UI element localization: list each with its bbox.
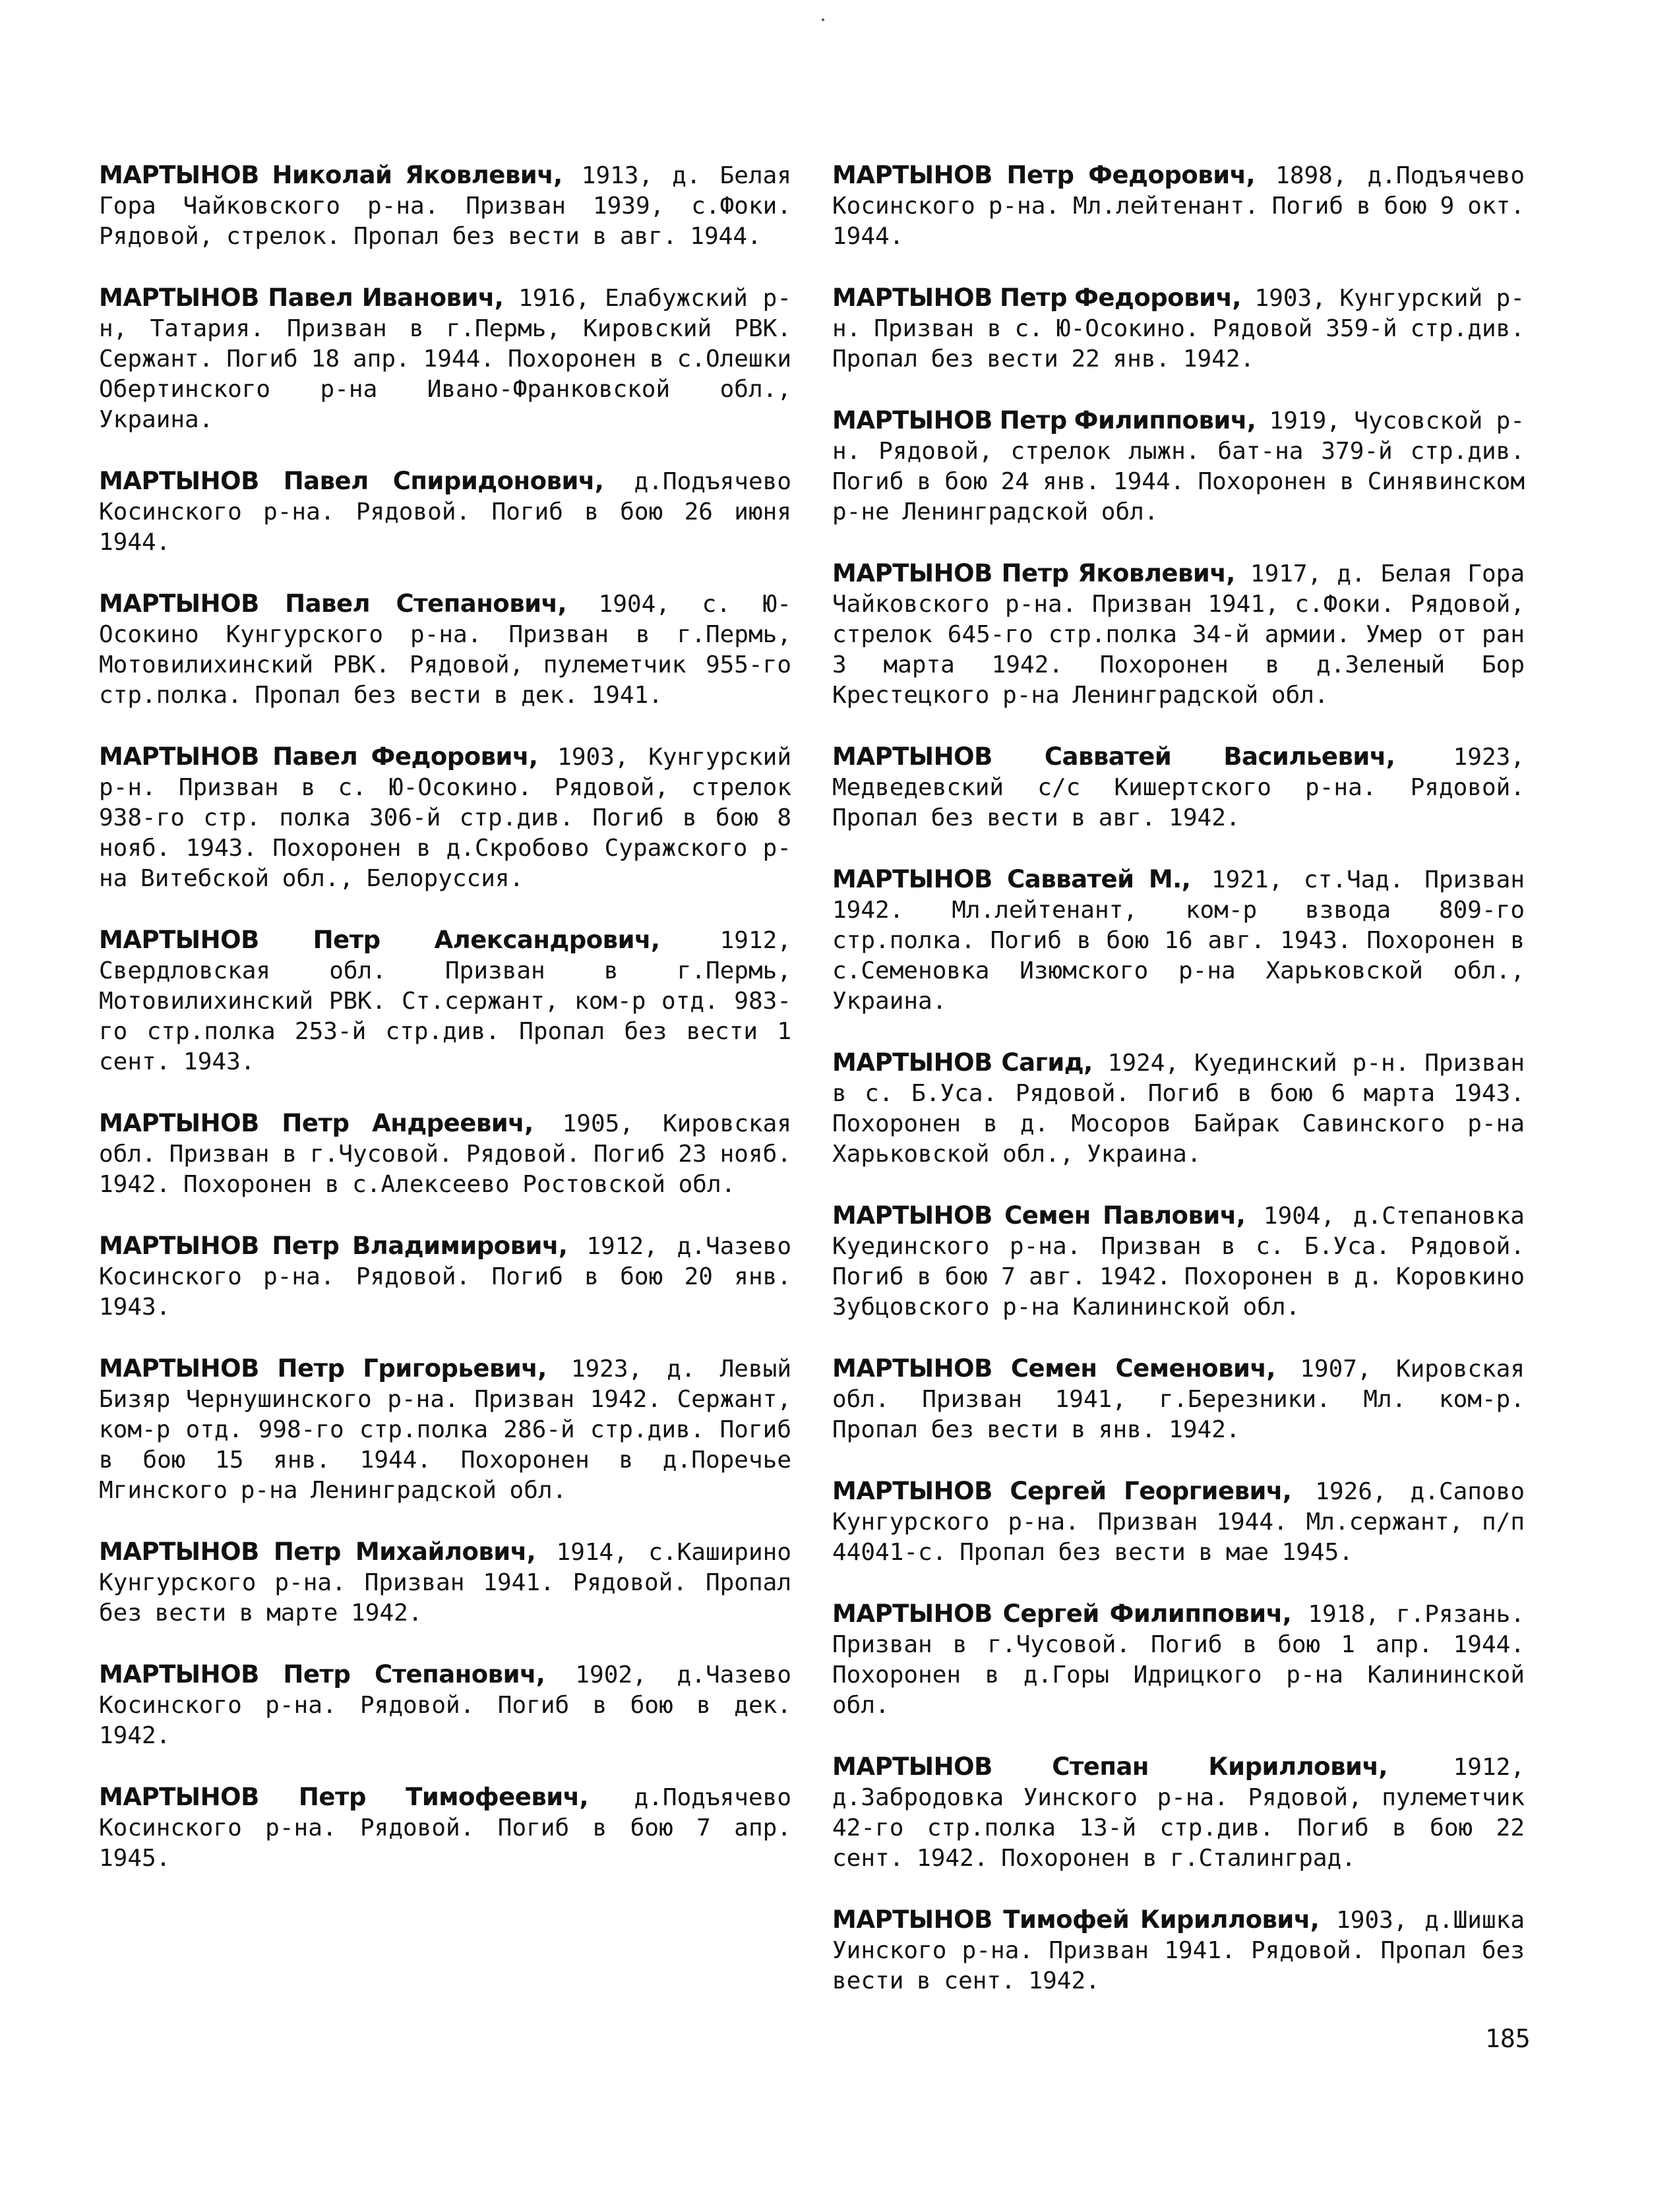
entry-martynov-petr-timofeevich	[99, 1782, 791, 1874]
entry-martynov-petr-mikhailovich	[99, 1537, 791, 1629]
entry-text: 1903, д.Шишка Уинского р-на. Призван 1941. Рядовой. Пропал без вести в сент. 1942.	[832, 1907, 1525, 1994]
entry-name: МАРТЫНОВ Семен Павлович,	[832, 1201, 1246, 1230]
entry-martynov-semen-pavlovich	[832, 1201, 1525, 1323]
scan-speck	[822, 18, 824, 21]
entry-text: д.Подъячево Косинского р-на. Рядовой. Погиб в бою 26 июня 1944.	[99, 468, 791, 556]
entry-text: 1903, Кунгурский р-н. Призван в с. Ю-Осокино. Рядовой, стрелок 938-го стр. полка 306-й стр.див. Погиб в бою 8 нояб. 1943. Похоронен в д.Скробово Суражского р-на Витебской обл., Белоруссия.	[99, 744, 791, 892]
entry-text: 1926, д.Сапово Кунгурского р-на. Призван 1944. Мл.сержант, п/п 44041-с. Пропал без вести в мае 1945.	[832, 1478, 1525, 1566]
entry-martynov-pavel-ivanovich	[99, 283, 791, 435]
entry-martynov-savvatei-vasilievich	[832, 742, 1525, 833]
entry-text: 1898, д.Подъячево Косинского р-на. Мл.лейтенант. Погиб в бою 9 окт. 1944.	[832, 162, 1525, 250]
entry-martynov-pavel-fedorovich	[99, 742, 791, 894]
entry-text: 1913, д. Белая Гора Чайковского р-на. Призван 1939, с.Фоки. Рядовой, стрелок. Пропал без вести в авг. 1944.	[99, 162, 792, 250]
entry-text: 1903, Кунгурский р-н. Призван в с. Ю-Осокино. Рядовой 359-й стр.див. Пропал без вести 22 янв. 1942.	[832, 285, 1525, 373]
entry-martynov-sagid	[832, 1048, 1525, 1170]
entry-martynov-petr-grigorievich	[99, 1354, 791, 1506]
entry-martynov-petr-aleksandrovich	[99, 925, 791, 1077]
entry-text: 1923, д. Левый Бизяр Чернушинского р-на. Призван 1942. Сержант, ком-р отд. 998-го стр.полка 286-й стр.див. Погиб в бою 15 янв. 1944. Похоронен в д.Поречье Мгинского р-на Ленинградской обл.	[99, 1356, 791, 1504]
entry-martynov-timofei-kirillovich	[832, 1905, 1525, 1996]
entry-martynov-stepan-kirillovich	[832, 1752, 1525, 1874]
entry-martynov-petr-filippovich	[832, 405, 1525, 527]
entry-name: МАРТЫНОВ Семен Семенович,	[832, 1354, 1275, 1383]
entry-name: МАРТЫНОВ Сагид,	[832, 1048, 1093, 1077]
entry-martynov-savvatei-m	[832, 864, 1525, 1017]
right-column	[832, 160, 1525, 2027]
entry-name: МАРТЫНОВ Петр Филиппович,	[832, 406, 1256, 434]
entry-martynov-nikolai-yakovlevich	[99, 160, 791, 252]
entry-text: 1916, Елабужский р-н, Татария. Призван в г.Пермь, Кировский РВК. Сержант. Погиб 18 апр. 1944. Похоронен в с.Олешки Обертинского р-на Ивано-Франковской обл., Украина.	[99, 285, 791, 433]
entry-text: 1912, д.Чазево Косинского р-на. Рядовой. Погиб в бою 20 янв. 1943.	[99, 1233, 792, 1321]
entry-name: МАРТЫНОВ Савватей М.,	[832, 865, 1191, 893]
entry-text: 1921, ст.Чад. Призван 1942. Мл.лейтенант, ком-р взвода 809-го стр.полка. Погиб в бою 16 авг. 1943. Похоронен в с.Семеновка Изюмского р-на Харьковской обл., Украина.	[832, 866, 1525, 1015]
entry-text: 1924, Куединский р-н. Призван в с. Б.Уса. Рядовой. Погиб в бою 6 марта 1943. Похоронен в д. Мосоров Байрак Савинского р-на Харьковской обл., Украина.	[832, 1050, 1525, 1168]
entry-text: 1917, д. Белая Гора Чайковского р-на. Призван 1941, с.Фоки. Рядовой, стрелок 645-го стр.полка 34-й армии. Умер от ран 3 марта 1942. Похоронен в д.Зеленый Бор Крестецкого р-на Ленинградской обл.	[832, 560, 1525, 709]
entry-text: 1919, Чусовской р-н. Рядовой, стрелок лыжн. бат-на 379-й стр.див. Погиб в бою 24 янв. 1944. Похоронен в Синявинском р-не Ленинградской обл.	[832, 407, 1525, 525]
entry-name: МАРТЫНОВ Сергей Филиппович,	[832, 1599, 1292, 1628]
entry-martynov-petr-andreevich	[99, 1108, 791, 1200]
entry-name: МАРТЫНОВ Петр Федорович,	[832, 284, 1241, 312]
entry-text: 1905, Кировская обл. Призван в г.Чусовой. Рядовой. Погиб 23 нояб. 1942. Похоронен в с.Алексеево Ростовской обл.	[99, 1110, 792, 1198]
entry-name: МАРТЫНОВ Петр Федорович,	[832, 161, 1256, 189]
entry-text: 1904, с. Ю-Осокино Кунгурского р-на. Призван в г.Пермь, Мотовилихинский РВК. Рядовой, пулеметчик 955-го стр.полка. Пропал без вести в дек. 1941.	[99, 591, 791, 709]
entry-martynov-pavel-stepanovich	[99, 589, 791, 711]
entry-text: 1902, д.Чазево Косинского р-на. Рядовой. Погиб в бою в дек. 1942.	[99, 1661, 792, 1749]
entry-text: 1912, Свердловская обл. Призван в г.Пермь, Мотовилихинский РВК. Ст.сержант, ком-р отд. 983-го стр.полка 253-й стр.див. Пропал без вести 1 сент. 1943.	[99, 927, 792, 1075]
entry-martynov-semen-semenovich	[832, 1354, 1525, 1445]
entry-martynov-petr-fedorovich-1903	[832, 283, 1525, 374]
entry-name: МАРТЫНОВ Павел Спиридонович,	[99, 467, 604, 495]
entry-text: 1914, с.Каширино Кунгурского р-на. Призван 1941. Рядовой. Пропал без вести в марте 1942.	[99, 1539, 791, 1627]
entry-name: МАРТЫНОВ Петр Михайлович,	[99, 1538, 536, 1566]
entry-text: 1918, г.Рязань. Призван в г.Чусовой. Погиб в бою 1 апр. 1944. Похоронен в д.Горы Идрицкого р-на Калининской обл.	[832, 1601, 1525, 1719]
entry-name: МАРТЫНОВ Павел Федорович,	[99, 742, 538, 771]
entry-text: 1904, д.Степановка Куединского р-на. Призван в с. Б.Уса. Рядовой. Погиб в бою 7 авг. 1942. Похоронен в д. Коровкино Зубцовского р-на Калининской обл.	[832, 1203, 1525, 1321]
entry-martynov-pavel-spiridonovich	[99, 466, 791, 558]
page-number: 185	[1485, 2024, 1531, 2053]
entry-martynov-petr-stepanovich	[99, 1659, 791, 1751]
entry-text: 1907, Кировская обл. Призван 1941, г.Березники. Мл. ком-р. Пропал без вести в янв. 1942.	[832, 1356, 1525, 1443]
entry-text: 1912, д.Забродовка Уинского р-на. Рядовой, пулеметчик 42-го стр.полка 13-й стр.див. Погиб в бою 22 сент. 1942. Похоронен в г.Сталинград.	[832, 1754, 1525, 1872]
entry-text: д.Подъячево Косинского р-на. Рядовой. Погиб в бою 7 апр. 1945.	[99, 1784, 791, 1872]
entry-name: МАРТЫНОВ Тимофей Кириллович,	[832, 1905, 1320, 1934]
entry-name: МАРТЫНОВ Петр Тимофеевич,	[99, 1783, 589, 1811]
entry-name: МАРТЫНОВ Савватей Васильевич,	[832, 742, 1395, 771]
entry-name: МАРТЫНОВ Петр Степанович,	[99, 1660, 545, 1689]
entry-martynov-petr-vladimirovich	[99, 1231, 791, 1323]
entry-name: МАРТЫНОВ Петр Яковлевич,	[832, 559, 1235, 587]
left-column	[99, 160, 791, 1905]
entry-text: 1923, Медведевский с/с Кишертского р-на. Рядовой. Пропал без вести в авг. 1942.	[832, 744, 1525, 831]
entry-name: МАРТЫНОВ Павел Степанович,	[99, 589, 567, 618]
entry-name: МАРТЫНОВ Петр Александрович,	[99, 926, 660, 954]
entry-name: МАРТЫНОВ Павел Иванович,	[99, 284, 504, 312]
entry-name: МАРТЫНОВ Сергей Георгиевич,	[832, 1477, 1292, 1505]
entry-name: МАРТЫНОВ Николай Яковлевич,	[99, 161, 563, 189]
entry-martynov-sergei-georgievich	[832, 1476, 1525, 1568]
entry-name: МАРТЫНОВ Петр Владимирович,	[99, 1232, 568, 1260]
entry-name: МАРТЫНОВ Петр Григорьевич,	[99, 1354, 547, 1383]
entry-name: МАРТЫНОВ Петр Андреевич,	[99, 1109, 534, 1137]
entry-martynov-petr-yakovlevich	[832, 558, 1525, 711]
entry-name: МАРТЫНОВ Степан Кириллович,	[832, 1752, 1387, 1781]
entry-martynov-sergei-filippovich	[832, 1599, 1525, 1721]
entry-martynov-petr-fedorovich-1898	[832, 160, 1525, 252]
